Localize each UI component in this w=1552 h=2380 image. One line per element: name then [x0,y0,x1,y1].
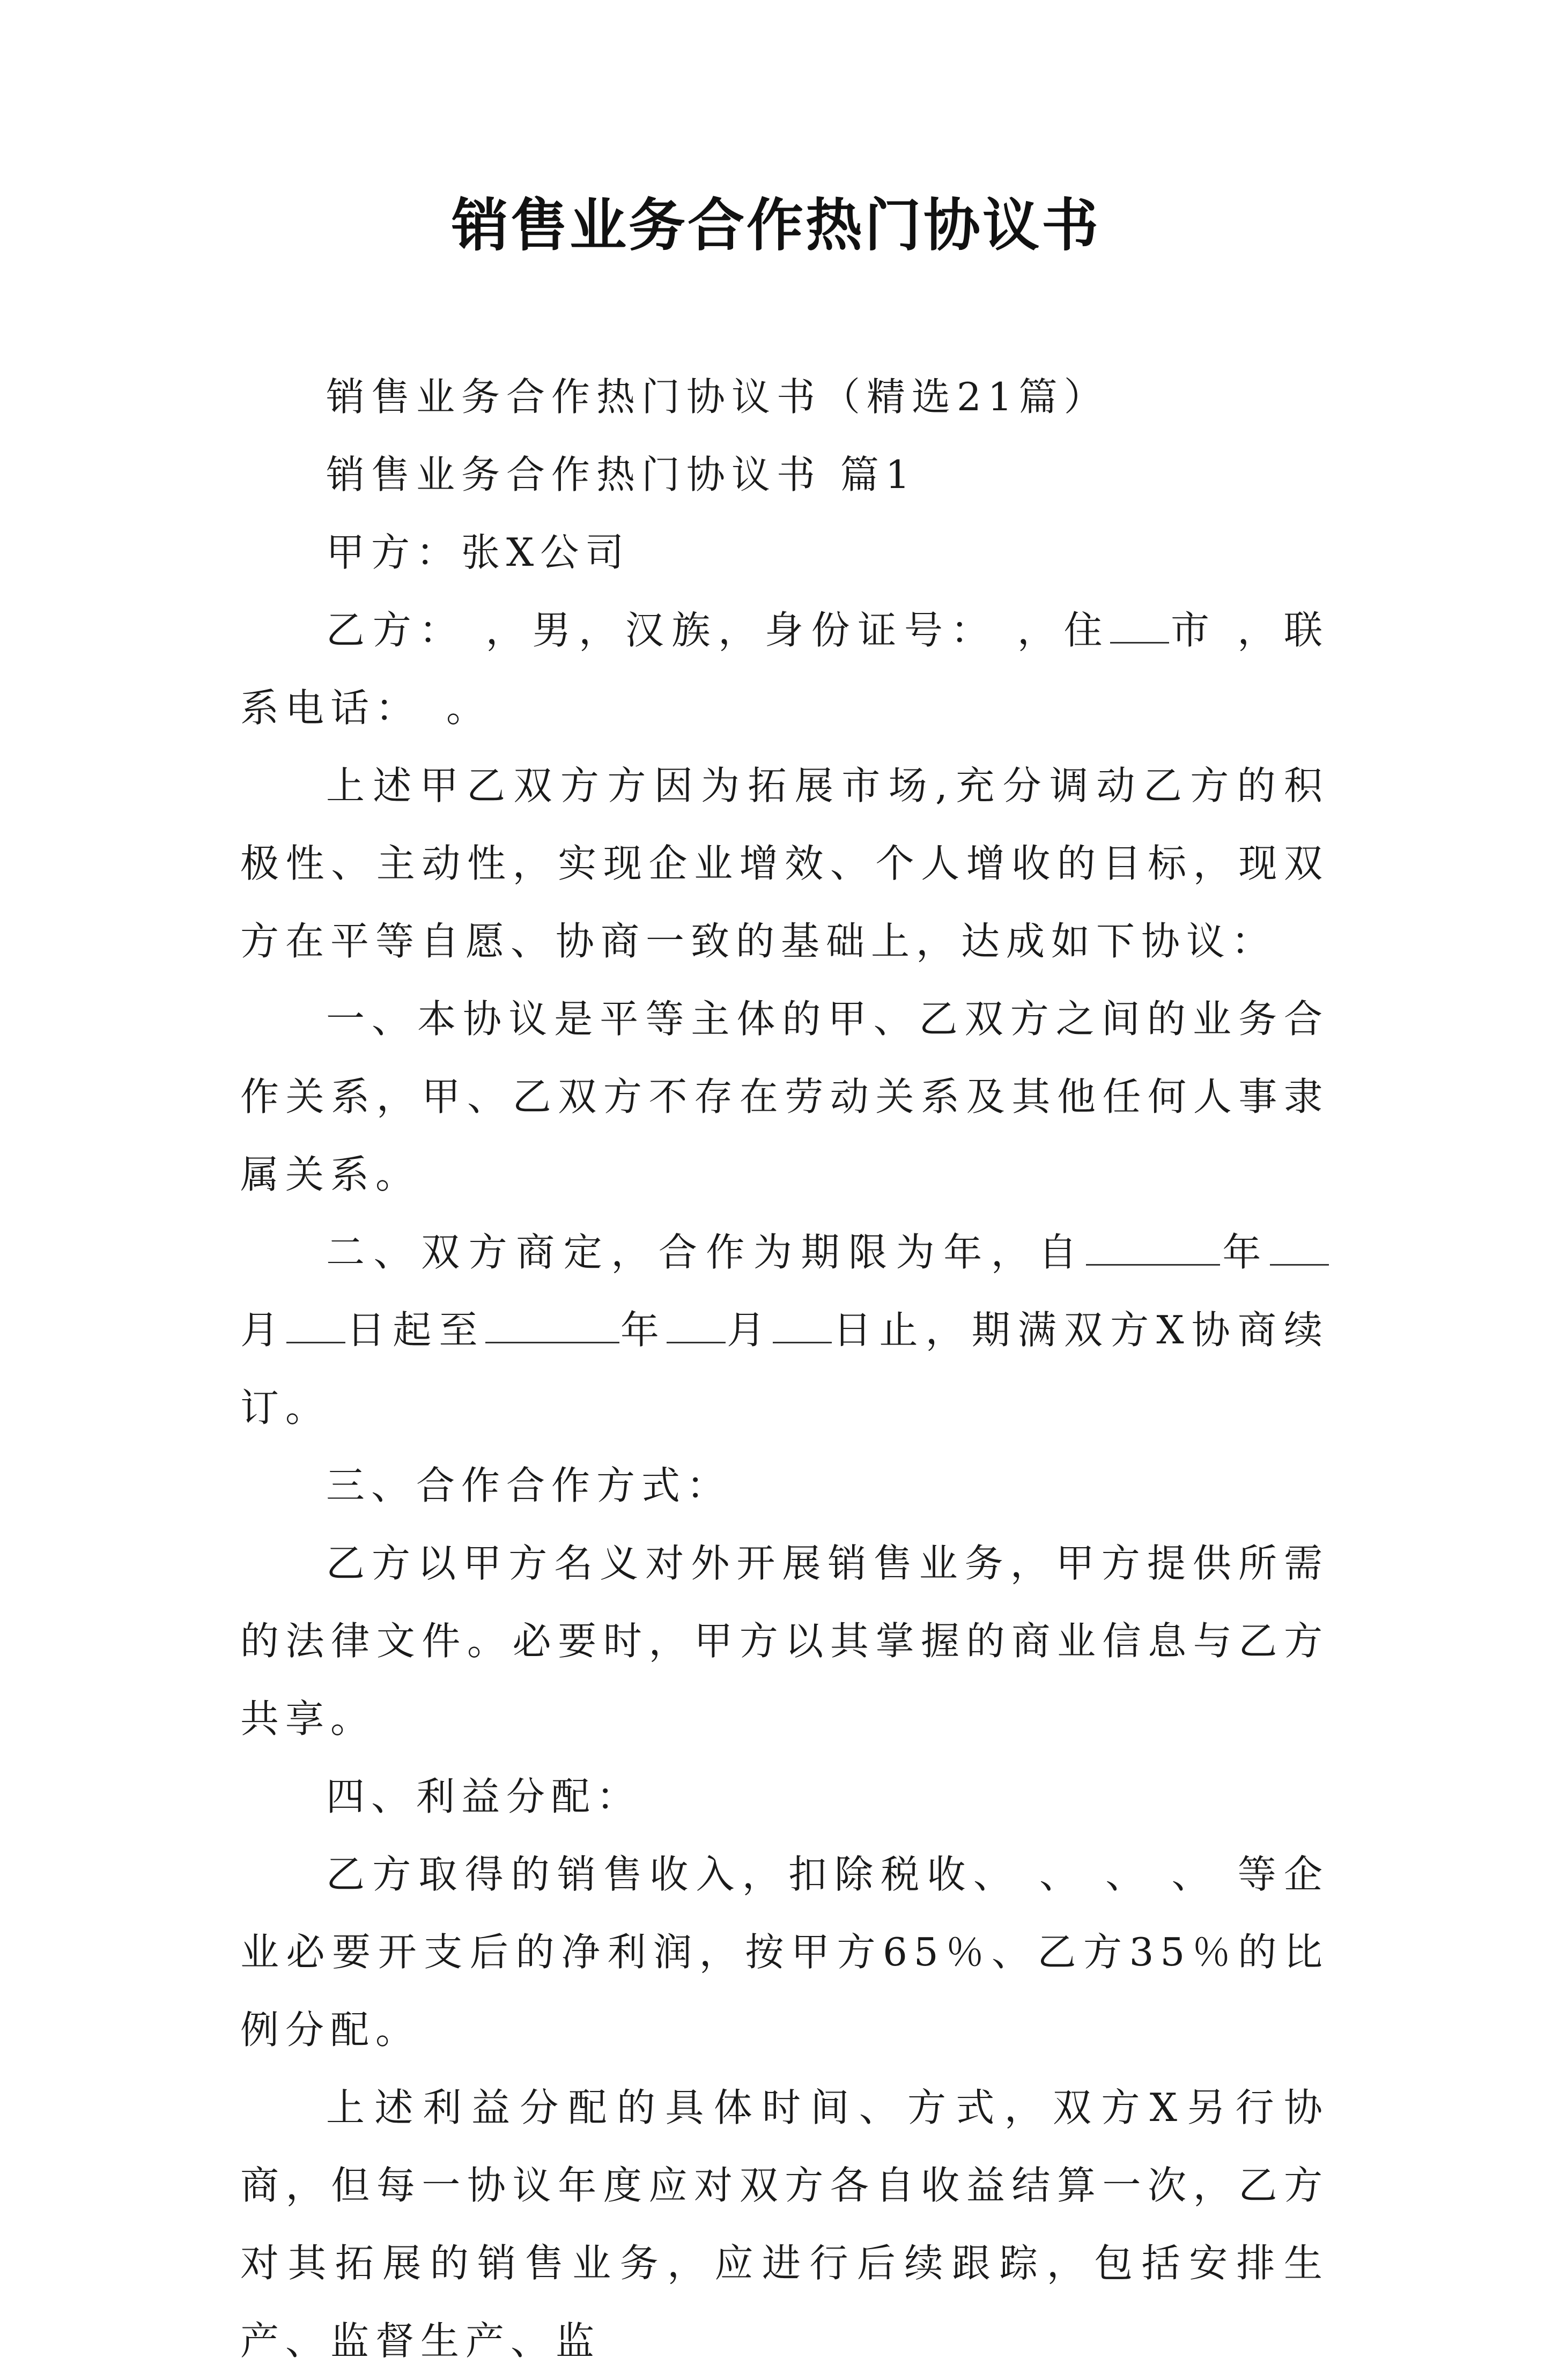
clause-2-paragraph [240,1214,1329,1447]
clause-2-text: 年 [619,1307,667,1352]
blank-line [1086,1232,1220,1266]
party-a-paragraph: 甲方：张X公司 [326,530,631,575]
clause-4-body: 乙方取得的销售收入，扣除税收、 、 、 、 等企业必要开支后的净利润，按甲方65％、乙方35％的比例分配。 [240,1852,1329,2052]
blank-line [667,1310,726,1343]
subtitle-paragraph: 销售业务合作热门协议书（精选21篇） [326,374,1109,419]
preamble-paragraph: 上述甲乙双方方因为拓展市场,充分调动乙方的积极性、主动性，实现企业增效、个人增收的目标，现双方在平等自愿、协商一致的基础上，达成如下协议： [240,763,1329,964]
party-b-paragraph [240,592,1329,747]
clause-2-text: 日起至 [345,1307,485,1352]
clause-1-paragraph: 一、本协议是平等主体的甲、乙双方之间的业务合作关系，甲、乙双方不存在劳动关系及其他任何人事隶属关系。 [240,996,1329,1197]
clause-4-title: 四、利益分配： [326,1774,642,1819]
blank-line [1110,610,1169,644]
chapter-heading: 销售业务合作热门协议书 篇1 [326,452,917,497]
document-title: 销售业务合作热门协议书 [452,191,1100,258]
clause-2-text: 二、双方商定，合作为期限为年，自 [326,1230,1086,1275]
clause-2-text: 日止，期满双方X协商续订。 [240,1307,1329,1430]
clause-3-title: 三、合作合作方式： [326,1463,732,1508]
clause-2-text: 月 [725,1307,773,1352]
clause-2-text: 年 [1220,1230,1270,1275]
document-body [240,358,1329,2380]
blank-line [773,1310,832,1343]
party-b-text-1: 乙方： ，男，汉族，身份证号： ，住 [326,608,1111,653]
clause-4-more: 上述利益分配的具体时间、方式，双方X另行协商，但每一协议年度应对双方各自收益结算一次，乙方对其拓展的销售业务，应进行后续跟踪，包括安排生产、监督生产、监 [240,2085,1329,2363]
clause-3-body: 乙方以甲方名义对外开展销售业务，甲方提供所需的法律文件。必要时，甲方以其掌握的商业信息与乙方共享。 [240,1541,1329,1741]
party-b-text-2: 市 ，联系电话： 。 [240,608,1329,730]
blank-line [1270,1232,1329,1266]
blank-line [286,1310,345,1343]
clause-2-text: 月 [240,1307,287,1352]
blank-line [485,1310,619,1343]
